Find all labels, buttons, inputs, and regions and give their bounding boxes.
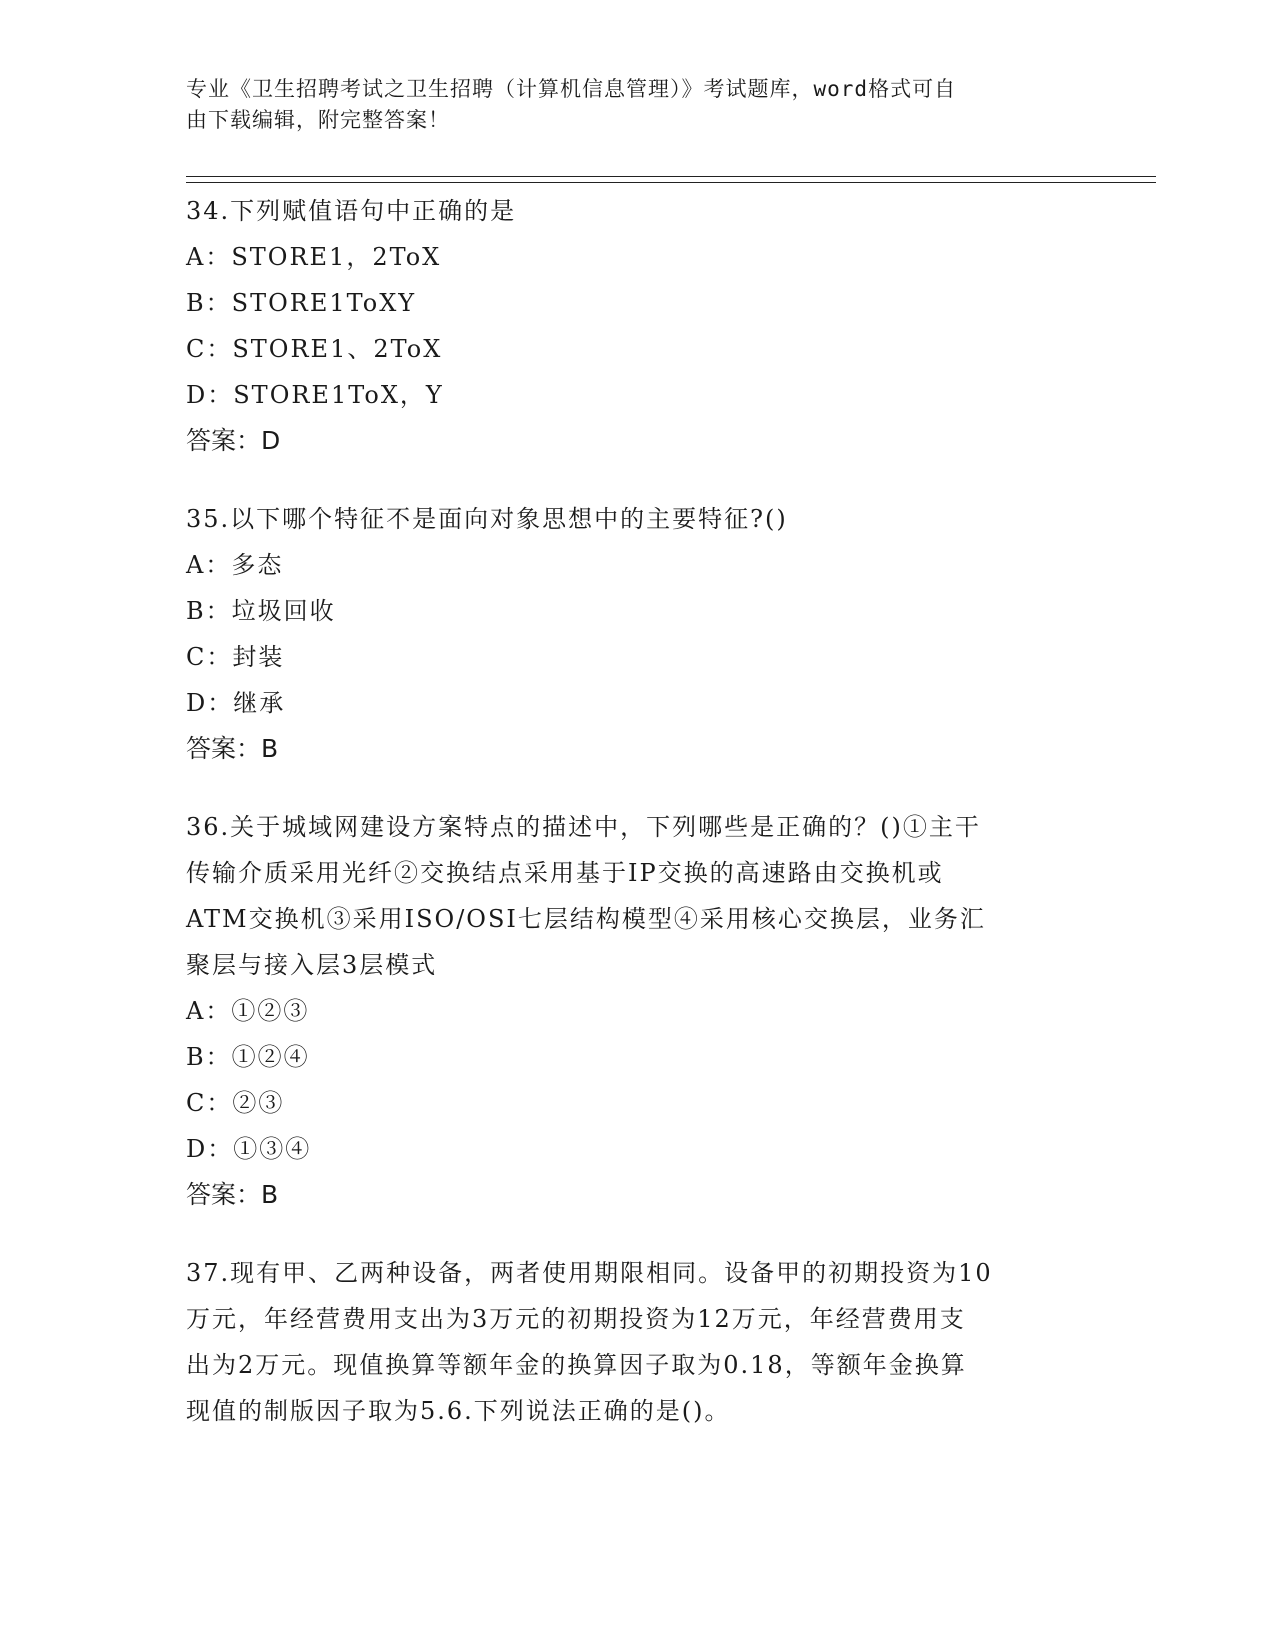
option-d: D：①③④ (186, 1135, 312, 1163)
question-37 (186, 1250, 1086, 1434)
option-a: A：STORE1，2ToX (186, 243, 442, 271)
question-stem-line: 聚层与接入层3层模式 (186, 951, 438, 979)
question-34 (186, 188, 1086, 464)
document-header (186, 74, 1086, 136)
option-c: C：封装 (186, 643, 285, 671)
question-stem-line: 35.以下哪个特征不是面向对象思想中的主要特征?() (186, 505, 788, 533)
header-rule-top (186, 176, 1156, 177)
question-stem-line: 34.下列赋值语句中正确的是 (186, 197, 517, 225)
option-a: A：①②③ (186, 997, 310, 1025)
question-stem-line: ATM交换机③采用ISO/OSI七层结构模型④采用核心交换层，业务汇 (186, 905, 986, 933)
answer-line: 答案：D (186, 426, 281, 455)
question-stem-line: 传输介质采用光纤②交换结点采用基于IP交换的高速路由交换机或 (186, 859, 944, 887)
question-stem-line: 出为2万元。现值换算等额年金的换算因子取为0.18，等额年金换算 (186, 1351, 967, 1379)
header-line-1: 专业《卫生招聘考试之卫生招聘（计算机信息管理）》考试题库，word格式可自 (186, 77, 957, 101)
option-b: B：垃圾回收 (186, 597, 336, 625)
option-b: B：STORE1ToXY (186, 289, 417, 317)
header-line-2: 由下载编辑，附完整答案！ (186, 108, 450, 132)
question-stem-line: 现值的制版因子取为5.6.下列说法正确的是()。 (186, 1397, 731, 1425)
question-list (186, 188, 1086, 1466)
question-stem-line: 36.关于城域网建设方案特点的描述中，下列哪些是正确的？()①主干 (186, 813, 981, 841)
option-c: C：STORE1、2ToX (186, 335, 443, 363)
question-35 (186, 496, 1086, 772)
question-36 (186, 804, 1086, 1218)
option-c: C：②③ (186, 1089, 285, 1117)
answer-line: 答案：B (186, 734, 279, 763)
header-rule-bottom (186, 182, 1156, 183)
option-d: D：继承 (186, 689, 286, 717)
option-a: A：多态 (186, 551, 284, 579)
option-d: D：STORE1ToX，Y (186, 381, 444, 409)
answer-line: 答案：B (186, 1180, 279, 1209)
question-stem-line: 37.现有甲、乙两种设备，两者使用期限相同。设备甲的初期投资为10 (186, 1259, 993, 1287)
question-stem-line: 万元，年经营费用支出为3万元的初期投资为12万元，年经营费用支 (186, 1305, 966, 1333)
option-b: B：①②④ (186, 1043, 310, 1071)
